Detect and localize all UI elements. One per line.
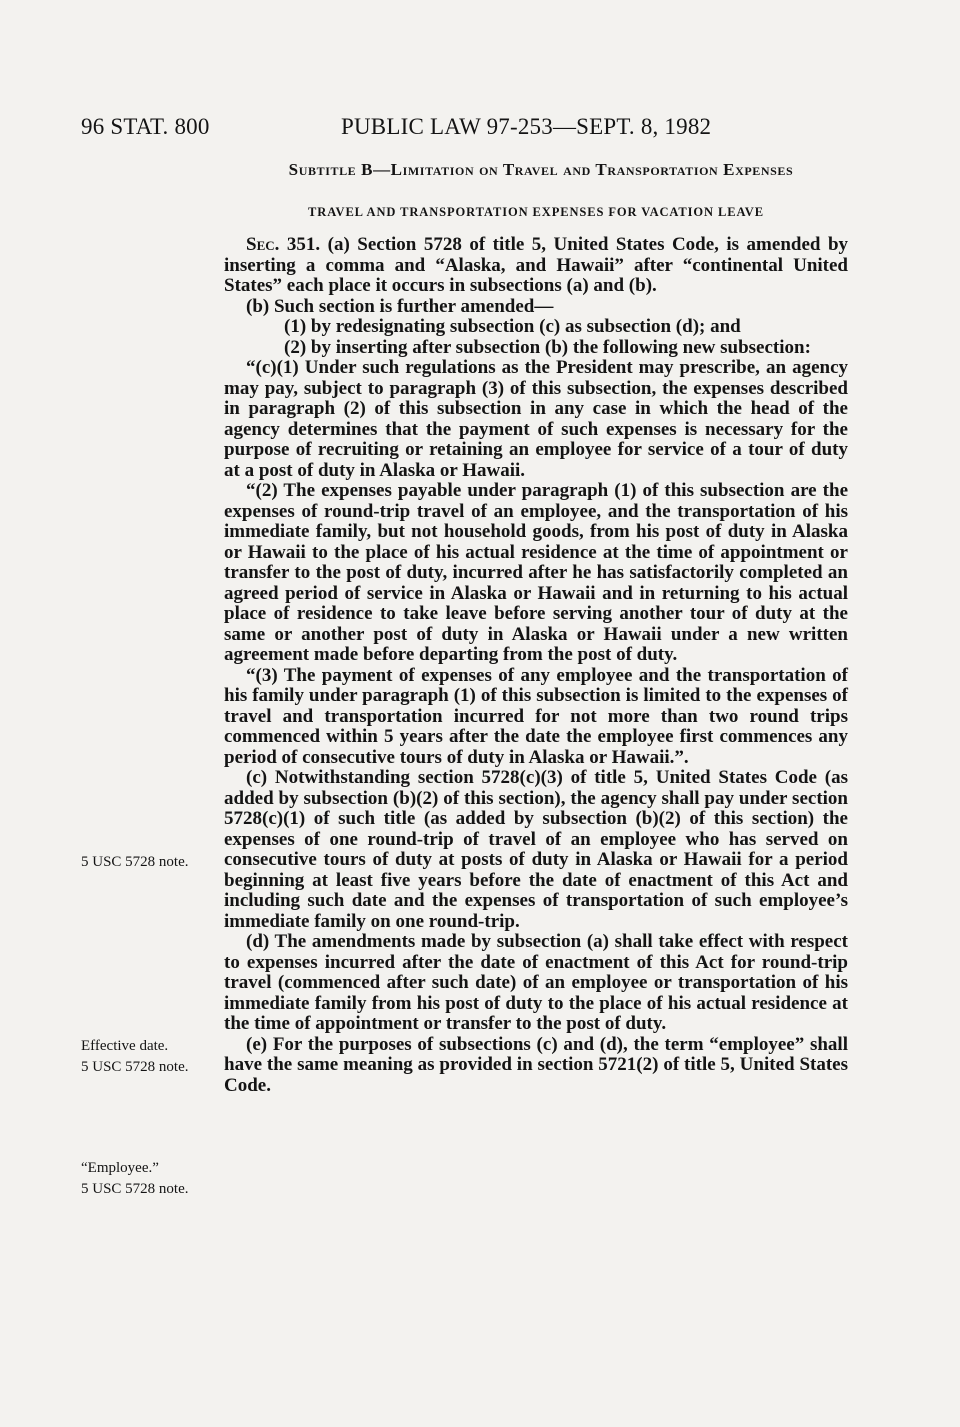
public-law-header: PUBLIC LAW 97-253—SEPT. 8, 1982 (341, 114, 712, 139)
margin-note-c: 5 USC 5728 note. (81, 854, 189, 870)
section-heading: TRAVEL AND TRANSPORTATION EXPENSES FOR VACATION LEAVE (308, 205, 764, 219)
paragraph-c2-quoted: “(2) The expenses payable under paragraph (1) of this subsection are the expenses of round-trip travel of an employee, and the transportation of his immediate family, but not household goods, from his post of duty in Alaska or Hawaii to the place of his actual residence at the time of appointment or transfer to the post of duty, incurred after he has satisfactorily completed an agreed period of service in Alaska or Hawaii and in returning to his actual place of residence to take leave before serving another tour of duty at the same or another post of duty in Alaska or Hawaii under a new written agreement made before departing from the post of duty. (224, 480, 848, 665)
paragraph-d: (d) The amendments made by subsection (a) shall take effect with respect to expenses incurred after the date of enactment of this Act for round-trip travel (commenced after such date) of an employee or transportation of his immediate family from his post of duty to the place of his actual residence at the time of appointment or transfer to the post of duty. (224, 931, 848, 1034)
paragraph-c3-quoted: “(3) The payment of expenses of any employee and the transportation of his family under paragraph (1) of this subsection is limited to the expenses of travel and transportation incurred for not more than two round trips commenced within 5 years after the date the employee first commences any period of consecutive tours of duty in Alaska or Hawaii.”. (224, 664, 848, 768)
paragraph-c1-quoted: “(c)(1) Under such regulations as the President may prescribe, an agency may pay, subject to paragraph (3) of this subsection, the expenses described in paragraph (2) of this subsection in any case in which the head of the agency determines that the payment of such expenses is necessary for the purpose of recruiting or retaining an employee for service of a tour of duty at a post of duty in Alaska or Hawaii. (224, 357, 848, 481)
paragraph-a-text: (a) Section 5728 of title 5, United States Code, is amended by inserting a comma and “Alaska, and Hawaii” after “continental United States” each place it occurs in subsections (a) and (b). (224, 234, 849, 296)
paragraph-sec-351 (224, 235, 848, 297)
paragraph-c: (c) Notwithstanding section 5728(c)(3) of title 5, United States Code (as added by subsection (b)(2) of this section), the agency shall pay under section 5728(c)(1) of such title (as added by subsection (b)(2) of this section) the expenses of one round-trip of travel of an employee who has served on consecutive tours of duty at posts of duty in Alaska or Hawaii for a period beginning at least five years before the date of enactment of this Act and including such date and the expenses of transportation of such employee’s immediate family on one round-trip. (224, 767, 848, 932)
paragraph-b1: (1) by redesignating subsection (c) as subsection (d); and (284, 316, 741, 337)
paragraph-b2: (2) by inserting after subsection (b) the following new subsection: (284, 336, 811, 358)
margin-note-d: 5 USC 5728 note. (81, 1059, 189, 1075)
paragraph-e: (e) For the purposes of subsections (c) and (d), the term “employee” shall have the same meaning as provided in section 5721(2) of title 5, United States Code. (224, 1033, 848, 1096)
paragraph-b: (b) Such section is further amended— (246, 295, 554, 317)
margin-note-employee: “Employee.” (81, 1160, 159, 1176)
margin-note-e: 5 USC 5728 note. (81, 1181, 189, 1197)
statute-body (224, 235, 848, 1096)
stat-reference: 96 STAT. 800 (81, 114, 210, 139)
subtitle-heading: Subtitle B—Limitation on Travel and Transportation Expenses (288, 160, 794, 179)
margin-note-effective-date: Effective date. (81, 1038, 169, 1054)
section-number: Sec. 351. (246, 234, 321, 255)
